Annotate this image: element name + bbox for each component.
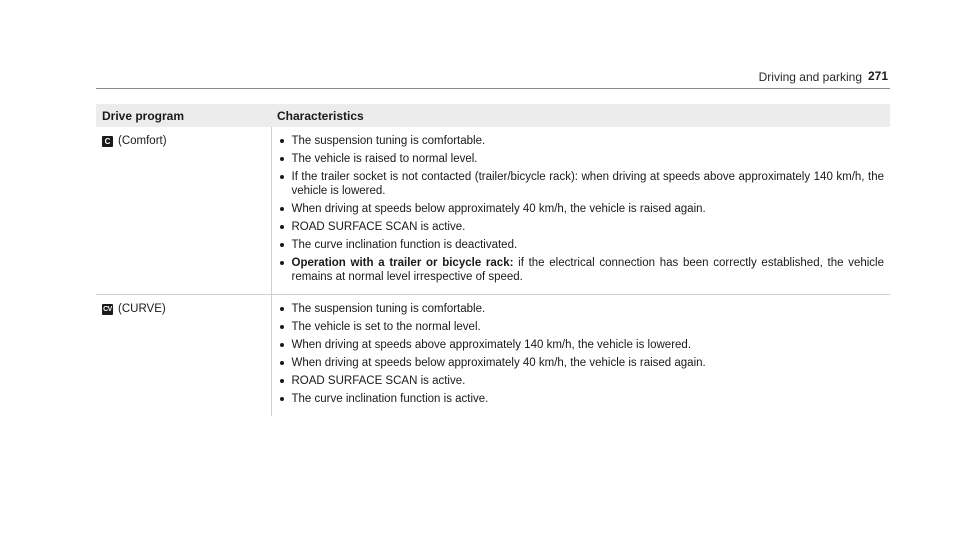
list-item [278,202,885,216]
list-item [278,302,885,316]
characteristics-list [278,302,885,406]
table-row [96,127,890,295]
page-header [96,70,890,89]
list-item-text: When driving at speeds below approximately 40 km/h, the vehicle is raised again. [291,357,706,369]
list-item-text: The curve inclination function is deactivated. [291,239,518,251]
list-item-text: if the electrical connection has been correctly established, the vehicle remains at normal level irrespective of speed. [291,257,884,283]
list-item [278,134,885,148]
list-item-text: When driving at speeds below approximately 40 km/h, the vehicle is raised again. [291,203,706,215]
drive-program-cell [96,127,271,295]
characteristics-cell [271,127,890,295]
list-item-text: The suspension tuning is comfortable. [291,135,486,147]
drive-program-label [102,302,265,316]
list-item-text: ROAD SURFACE SCAN is active. [291,375,466,387]
list-item [278,374,885,388]
drive-program-cell [96,295,271,417]
comfort-program-icon: C [102,136,113,147]
list-item-text: The suspension tuning is comfortable. [291,303,486,315]
list-item [278,320,885,334]
list-item [278,338,885,352]
table-header-row [96,104,890,127]
list-item [278,392,885,406]
drive-program-label [102,134,265,148]
characteristics-cell [271,295,890,417]
column-header-characteristics: Characteristics [271,104,890,127]
list-item [278,256,885,284]
list-item-text: The vehicle is set to the normal level. [291,321,481,333]
list-item-text: If the trailer socket is not contacted (trailer/bicycle rack): when driving at speeds above approximately 140 km/h, the vehicle is lowered. [291,171,884,197]
list-item-text: When driving at speeds above approximately 140 km/h, the vehicle is lowered. [291,339,692,351]
section-title: Driving and parking [758,70,862,84]
list-item-text: The curve inclination function is active. [291,393,489,405]
list-item [278,238,885,252]
list-item [278,170,885,198]
page-number: 271 [867,69,888,83]
table-row [96,295,890,417]
list-item-text: The vehicle is raised to normal level. [291,153,478,165]
curve-program-icon: CV [103,305,112,313]
list-item-text: ROAD SURFACE SCAN is active. [291,221,466,233]
list-item [278,152,885,166]
column-header-drive-program: Drive program [96,104,271,127]
characteristics-list [278,134,885,284]
list-item [278,220,885,234]
list-item [278,356,885,370]
drive-program-name: (CURVE) [118,303,166,315]
list-item-emphasis: Operation with a trailer or bicycle rack: [291,257,514,269]
drive-program-name: (Comfort) [118,135,167,147]
drive-program-table [96,104,890,416]
